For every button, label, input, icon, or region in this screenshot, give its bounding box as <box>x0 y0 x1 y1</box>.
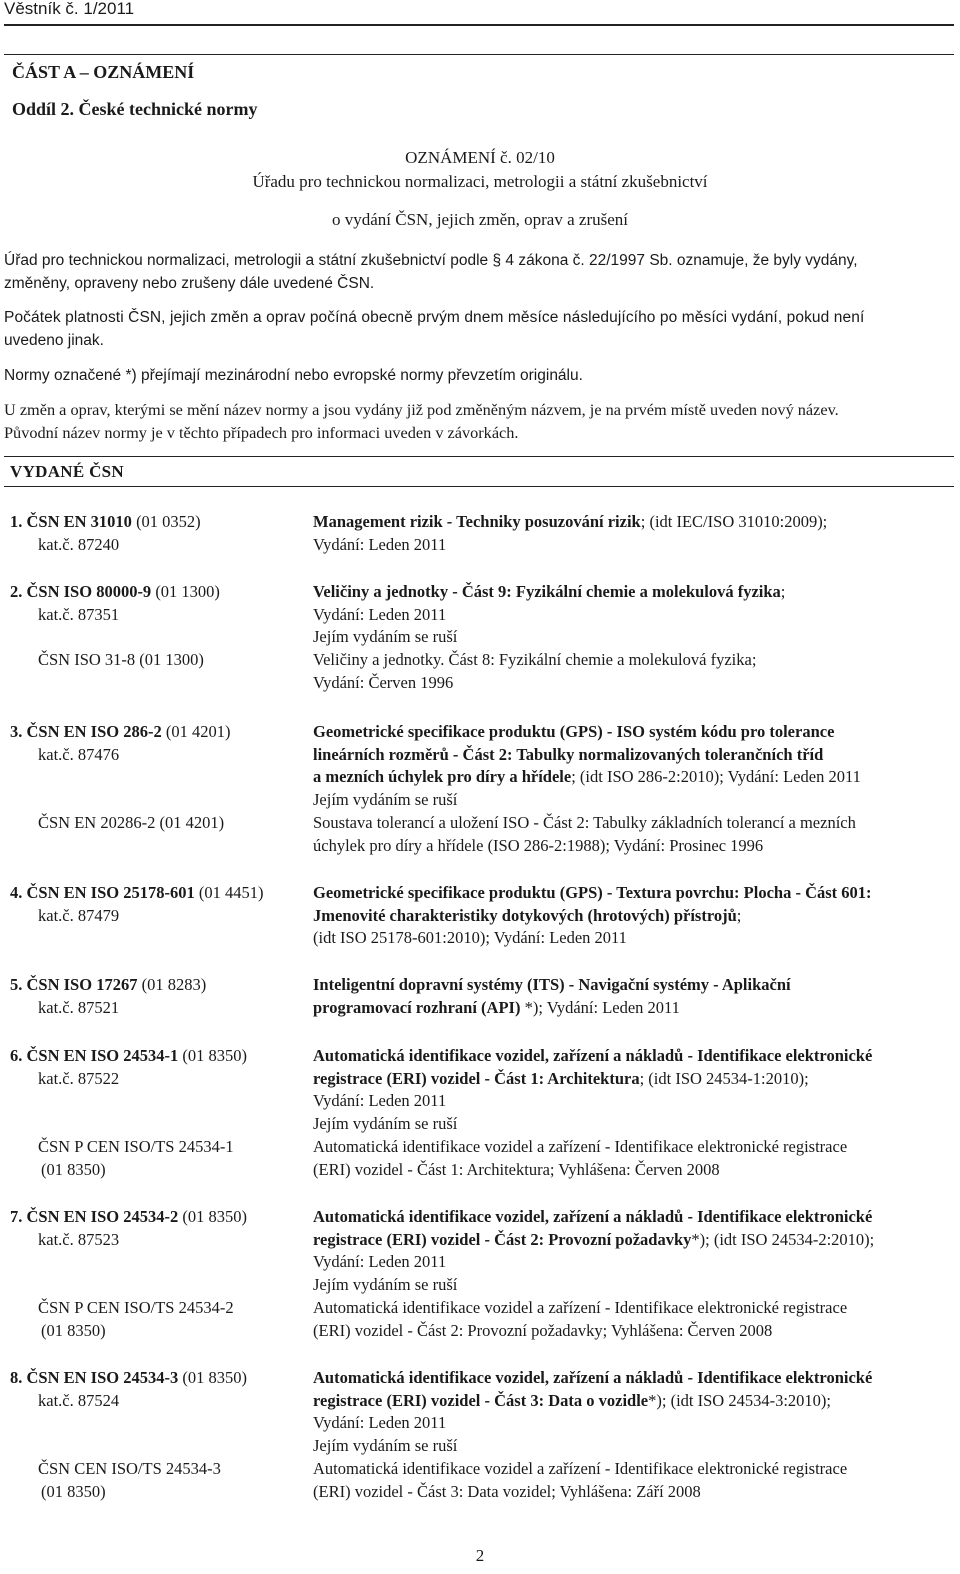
announcement-number: OZNÁMENÍ č. 02/10 <box>405 148 555 167</box>
standard-title-line-1: Inteligentní dopravní systémy (ITS) - Navigační systémy - Aplikační <box>313 975 791 994</box>
standard-entry-7-identifier <box>10 1206 247 1342</box>
issue-date: Vydání: Leden 2011 <box>313 1091 447 1111</box>
cancelled-standard-title-line-2: (ERI) vozidel - Část 1: Architektura; Vyhlášena: Červen 2008 <box>313 1159 720 1179</box>
issue-date: Vydání: Leden 2011 <box>313 534 447 554</box>
cancelled-standard-title-line-2: úchylek pro díry a hřídele (ISO 286-2:1988); Vydání: Prosinec 1996 <box>313 835 764 855</box>
standard-title-line-2: registrace (ERI) vozidel - Část 3: Data o vozidle <box>313 1390 649 1410</box>
cancelled-standard-classification: (01 8350) <box>41 1320 106 1340</box>
catalog-number: kat.č. 87523 <box>38 1229 120 1249</box>
issued-rule-bottom <box>4 486 954 487</box>
standard-title-suffix: *); Vydání: Leden 2011 <box>520 997 680 1017</box>
classification-code: (01 8283) <box>137 975 207 994</box>
issued-standards-heading: VYDANÉ ČSN <box>10 462 124 481</box>
cancelled-standard-title-line-2: (ERI) vozidel - Část 2: Provozní požadavky; Vyhlášena: Červen 2008 <box>313 1320 773 1340</box>
standard-title-suffix: *); (idt ISO 24534-2:2010); <box>691 1229 875 1249</box>
intro-paragraph-1-line-2: změněny, opraveny nebo zrušeny dále uvedené ČSN. <box>4 275 375 292</box>
standard-title-suffix: ; (idt ISO 286-2:2010); Vydání: Leden 2011 <box>571 767 861 787</box>
standard-entry-4-identifier <box>10 882 263 927</box>
cancels-note: Jejím vydáním se ruší <box>313 627 458 647</box>
standard-title-line-1: Automatická identifikace vozidel, zařízení a nákladů - Identifikace elektronické <box>313 1368 873 1387</box>
classification-code: (01 4201) <box>161 722 231 741</box>
cancelled-standard-title-line-1: Soustava tolerancí a uložení ISO - Část 2: Tabulky základních tolerancí a mezních <box>313 812 856 832</box>
standard-number: 2. ČSN ISO 80000-9 <box>10 582 152 601</box>
standard-title-line-3: a mezních úchylek pro díry a hřídele <box>313 767 572 787</box>
catalog-number: kat.č. 87351 <box>38 604 120 624</box>
catalog-number: kat.č. 87240 <box>38 534 120 554</box>
section-title: ČÁST A – OZNÁMENÍ <box>12 62 195 82</box>
classification-code: (01 8350) <box>178 1207 247 1226</box>
standard-number: 3. ČSN EN ISO 286-2 <box>10 722 162 741</box>
standard-entry-4-details <box>313 882 953 950</box>
cancels-note: Jejím vydáním se ruší <box>313 1275 458 1295</box>
classification-code: (01 0352) <box>131 512 201 531</box>
intro-paragraph-2-line-1: Počátek platnosti ČSN, jejich změn a oprav počíná obecně prvým dnem měsíce následujícího po měsíci vydání, pokud není <box>4 309 865 326</box>
page-number: 2 <box>475 1546 485 1565</box>
standard-entry-5-details <box>313 974 953 1019</box>
announcement-office: Úřadu pro technickou normalizaci, metrologii a státní zkušebnictví <box>252 172 708 191</box>
standard-entry-6-identifier <box>10 1045 247 1181</box>
header-rule <box>4 24 954 26</box>
catalog-number: kat.č. 87479 <box>38 905 120 925</box>
intro-paragraph-2-line-2: uvedeno jinak. <box>4 332 104 349</box>
standard-number: 5. ČSN ISO 17267 <box>10 975 138 994</box>
cancelled-standard-classification: (01 8350) <box>41 1159 106 1179</box>
section-subtitle: Oddíl 2. České technické normy <box>12 99 258 119</box>
intro-paragraph-1-line-1: Úřad pro technickou normalizaci, metrologii a státní zkušebnictví podle § 4 zákona č. 22/1997 Sb. oznamuje, že byly vydány, <box>4 252 858 269</box>
cancelled-standard-title: Veličiny a jednotky. Část 8: Fyzikální chemie a molekulová fyzika; <box>313 650 757 670</box>
standard-title-line-3: (idt ISO 25178-601:2010); Vydání: Leden 2011 <box>313 928 627 948</box>
cancelled-standard-code: ČSN P CEN ISO/TS 24534-1 <box>38 1136 234 1156</box>
standard-number: 1. ČSN EN 31010 <box>10 512 132 531</box>
standard-number: 6. ČSN EN ISO 24534-1 <box>10 1046 179 1065</box>
standard-number: 8. ČSN EN ISO 24534-3 <box>10 1368 179 1387</box>
catalog-number: kat.č. 87476 <box>38 744 120 764</box>
catalog-number: kat.č. 87524 <box>38 1390 120 1410</box>
cancelled-standard-issue-date: Vydání: Červen 1996 <box>313 672 454 692</box>
standard-entry-1-identifier <box>10 511 201 556</box>
cancelled-standard-classification: (01 8350) <box>41 1481 106 1501</box>
cancelled-standard-code: ČSN EN 20286-2 (01 4201) <box>38 812 225 832</box>
cancels-note: Jejím vydáním se ruší <box>313 1114 458 1134</box>
standard-number: 7. ČSN EN ISO 24534-2 <box>10 1207 179 1226</box>
standard-title-line-1: Geometrické specifikace produktu (GPS) - ISO systém kódu pro tolerance <box>313 722 835 741</box>
standard-title-suffix: ; (idt IEC/ISO 31010:2009); <box>640 512 828 531</box>
issue-date: Vydání: Leden 2011 <box>313 1252 447 1272</box>
section-rule-top <box>4 54 954 55</box>
standard-title-suffix: ; (idt ISO 24534-1:2010); <box>639 1068 809 1088</box>
issued-rule-top <box>4 456 954 457</box>
classification-code: (01 8350) <box>178 1046 247 1065</box>
running-header: Věstník č. 1/2011 <box>4 0 135 18</box>
standard-title-suffix: *); (idt ISO 24534-3:2010); <box>648 1390 831 1410</box>
intro-paragraph-2 <box>4 306 952 352</box>
standard-number: 4. ČSN EN ISO 25178-601 <box>10 883 195 902</box>
intro-paragraph-3-line-1: Normy označené *) přejímají mezinárodní nebo evropské normy převzetím originálu. <box>4 367 583 384</box>
standard-title: Veličiny a jednotky - Část 9: Fyzikální chemie a molekulová fyzika <box>313 582 781 601</box>
cancels-note: Jejím vydáním se ruší <box>313 1436 458 1456</box>
catalog-number: kat.č. 87522 <box>38 1068 120 1088</box>
standard-title-line-2: Jmenovité charakteristiky dotykových (hrotových) přístrojů <box>313 905 737 925</box>
standard-title-line-2: registrace (ERI) vozidel - Část 1: Architektura <box>313 1068 640 1088</box>
cancelled-standard-code: ČSN P CEN ISO/TS 24534-2 <box>38 1297 234 1317</box>
intro-paragraph-1 <box>4 249 952 295</box>
standard-title: Management rizik - Techniky posuzování rizik <box>313 512 641 531</box>
cancelled-standard-title-line-1: Automatická identifikace vozidel a zařízení - Identifikace elektronické registrace <box>313 1136 848 1156</box>
cancelled-standard-title-line-2: (ERI) vozidel - Část 3: Data vozidel; Vyhlášena: Září 2008 <box>313 1481 701 1501</box>
intro-paragraph-4-line-1: U změn a oprav, kterými se mění název normy a jsou vydány již pod změněným názvem, je na prvém místě uveden nový název. <box>4 400 839 419</box>
announcement-subject: o vydání ČSN, jejich změn, oprav a zrušení <box>331 210 628 229</box>
intro-paragraph-4 <box>4 398 952 444</box>
cancels-note: Jejím vydáním se ruší <box>313 790 458 810</box>
cancelled-standard-code: ČSN ISO 31-8 (01 1300) <box>38 650 204 670</box>
standard-entry-2-details <box>313 581 953 695</box>
classification-code: (01 1300) <box>151 582 220 601</box>
standard-entry-8-details <box>313 1367 953 1503</box>
cancelled-standard-code: ČSN CEN ISO/TS 24534-3 <box>38 1458 221 1478</box>
standard-entry-3-details <box>313 721 953 857</box>
standard-entry-6-details <box>313 1045 953 1181</box>
cancelled-standard-title-line-1: Automatická identifikace vozidel a zařízení - Identifikace elektronické registrace <box>313 1458 848 1478</box>
standard-title-suffix: ; <box>736 905 742 925</box>
standard-title-line-1: Automatická identifikace vozidel, zařízení a nákladů - Identifikace elektronické <box>313 1207 873 1226</box>
standard-entry-1-details <box>313 511 953 556</box>
classification-code: (01 4451) <box>194 883 264 902</box>
intro-paragraph-4-line-2: Původní název normy je v těchto případech pro informaci uveden v závorkách. <box>4 423 519 442</box>
classification-code: (01 8350) <box>178 1368 247 1387</box>
issue-date: Vydání: Leden 2011 <box>313 1413 447 1433</box>
standard-title-line-2: lineárních rozměrů - Část 2: Tabulky normalizovaných tolerančních tříd <box>313 744 824 764</box>
standard-entry-8-identifier <box>10 1367 247 1503</box>
standard-entry-7-details <box>313 1206 953 1342</box>
standard-entry-3-identifier <box>10 721 230 835</box>
standard-title-line-1: Geometrické specifikace produktu (GPS) - Textura povrchu: Plocha - Část 601: <box>313 883 872 902</box>
standard-entry-2-identifier <box>10 581 220 672</box>
standard-title-line-1: Automatická identifikace vozidel, zařízení a nákladů - Identifikace elektronické <box>313 1046 873 1065</box>
catalog-number: kat.č. 87521 <box>38 997 120 1017</box>
standard-entry-5-identifier <box>10 974 206 1019</box>
cancelled-standard-title-line-1: Automatická identifikace vozidel a zařízení - Identifikace elektronické registrace <box>313 1297 848 1317</box>
standard-title-line-2: programovací rozhraní (API) <box>313 997 521 1017</box>
standard-title-suffix: ; <box>780 582 786 601</box>
intro-paragraph-3 <box>4 364 952 387</box>
issue-date: Vydání: Leden 2011 <box>313 604 447 624</box>
standard-title-line-2: registrace (ERI) vozidel - Část 2: Provozní požadavky <box>313 1229 692 1249</box>
